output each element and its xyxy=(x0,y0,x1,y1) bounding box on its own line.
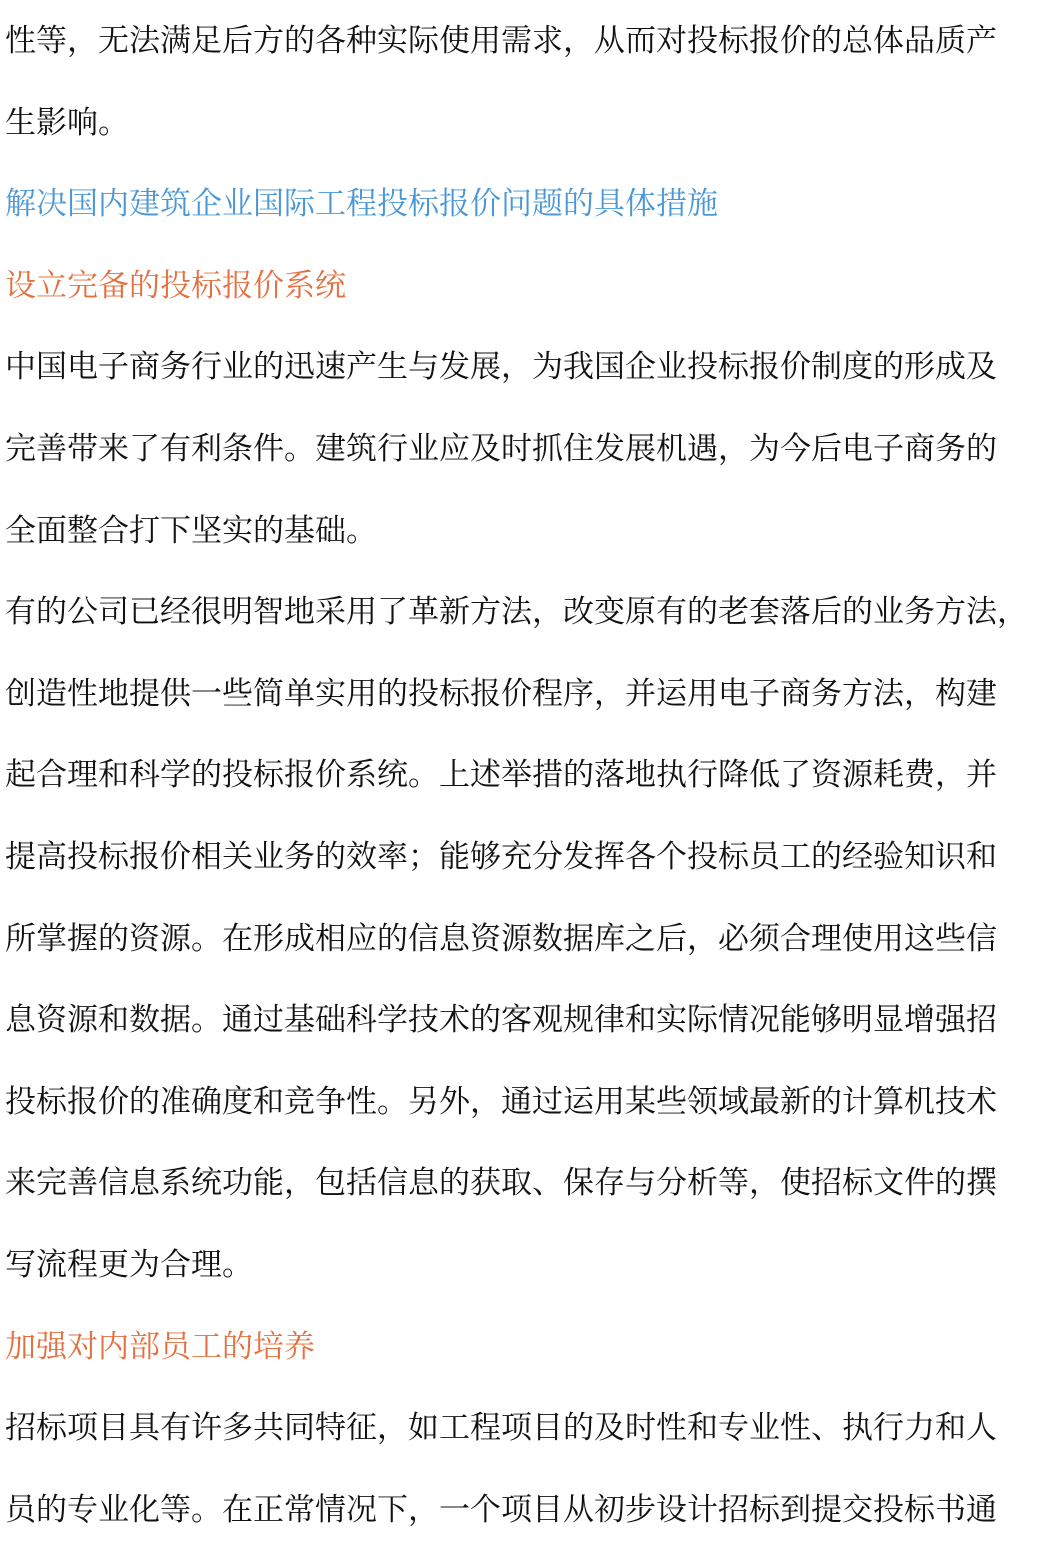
paragraph-line: 写流程更为合理。 xyxy=(5,1246,253,1283)
subsection-heading-training: 加强对内部员工的培养 xyxy=(5,1328,315,1365)
paragraph-line: 息资源和数据。通过基础科学技术的客观规律和实际情况能够明显增强招 xyxy=(5,1002,997,1039)
paragraph-line: 所掌握的资源。在形成相应的信息资源数据库之后，必须合理使用这些信 xyxy=(5,920,997,957)
paragraph-line: 全面整合打下坚实的基础。 xyxy=(5,512,377,549)
paragraph-line: 提高投标报价相关业务的效率；能够充分发挥各个投标员工的经验知识和 xyxy=(5,838,997,875)
paragraph-line: 投标报价的准确度和竞争性。另外，通过运用某些领域最新的计算机技术 xyxy=(5,1083,997,1120)
paragraph-line: 生影响。 xyxy=(5,104,129,141)
subsection-heading-system: 设立完备的投标报价系统 xyxy=(5,267,346,304)
section-heading: 解决国内建筑企业国际工程投标报价问题的具体措施 xyxy=(5,186,718,223)
paragraph-line: 起合理和科学的投标报价系统。上述举措的落地执行降低了资源耗费，并 xyxy=(5,757,997,794)
paragraph-line: 中国电子商务行业的迅速产生与发展，为我国企业投标报价制度的形成及 xyxy=(5,349,997,386)
paragraph-line: 员的专业化等。在正常情况下，一个项目从初步设计招标到提交投标书通 xyxy=(5,1491,997,1528)
paragraph-line: 来完善信息系统功能，包括信息的获取、保存与分析等，使招标文件的撰 xyxy=(5,1165,997,1202)
paragraph-line: 完善带来了有利条件。建筑行业应及时抓住发展机遇，为今后电子商务的 xyxy=(5,430,997,467)
paragraph-line: 创造性地提供一些简单实用的投标报价程序，并运用电子商务方法，构建 xyxy=(5,675,997,712)
paragraph-line: 有的公司已经很明智地采用了革新方法，改变原有的老套落后的业务方法， xyxy=(5,594,1028,631)
paragraph-line: 招标项目具有许多共同特征，如工程项目的及时性和专业性、执行力和人 xyxy=(5,1410,997,1447)
article-body xyxy=(5,0,1045,1551)
paragraph-line: 性等，无法满足后方的各种实际使用需求，从而对投标报价的总体品质产 xyxy=(5,23,997,59)
